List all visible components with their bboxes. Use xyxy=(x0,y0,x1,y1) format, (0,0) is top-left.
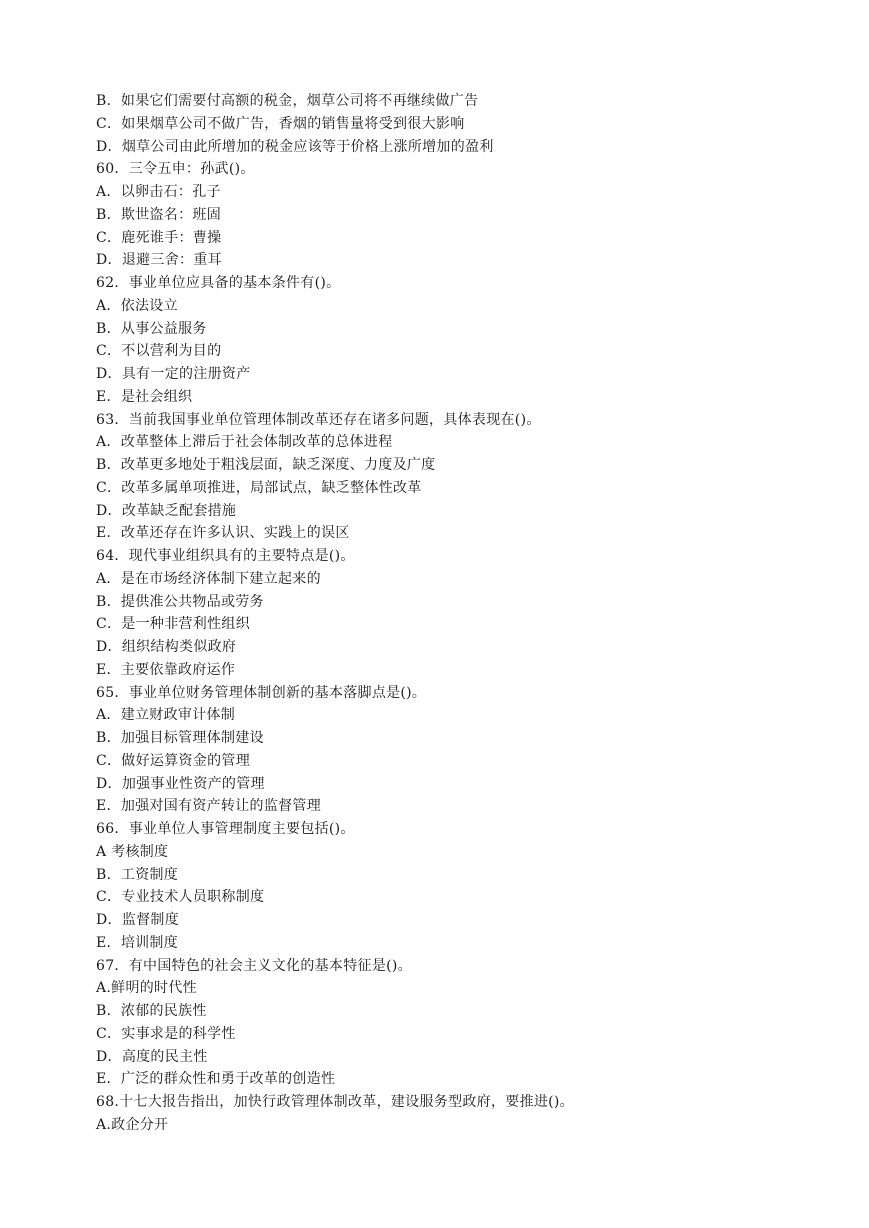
option-b-q64: B．提供准公共物品或劳务 xyxy=(96,593,264,610)
option-c-q67: C．实事求是的科学性 xyxy=(96,1025,236,1042)
option-b-q67: B．浓郁的民族性 xyxy=(96,1003,207,1019)
question-63: 63．当前我国事业单位管理体制改革还存在诸多问题，具体表现在()。 xyxy=(96,411,541,428)
option-a-q68: A.政企分开 xyxy=(96,1116,169,1133)
option-e-q63: E．改革还存在许多认识、实践上的误区 xyxy=(96,525,350,542)
option-d-q59: D．烟草公司由此所增加的税金应该等于价格上涨所增加的盈利 xyxy=(96,138,494,155)
option-c-q64: C．是一种非营利性组织 xyxy=(96,616,251,633)
option-c-q66: C．专业技术人员职称制度 xyxy=(96,889,265,906)
question-66: 66．事业单位人事管理制度主要包括()。 xyxy=(96,821,355,837)
option-a-q63: A．改革整体上滞后于社会体制改革的总体进程 xyxy=(96,434,393,451)
document-page xyxy=(96,90,796,1137)
question-60: 60．三令五申：孙武()。 xyxy=(96,161,255,178)
option-e-q66: E．培训制度 xyxy=(96,934,179,951)
question-65: 65．事业单位财务管理体制创新的基本落脚点是()。 xyxy=(96,684,427,701)
option-c-q63: C．改革多属单项推进，局部试点，缺乏整体性改革 xyxy=(96,479,422,496)
option-b-q63: B．改革更多地处于粗浅层面，缺乏深度、力度及广度 xyxy=(96,457,436,473)
option-a-q65: A．建立财政审计体制 xyxy=(96,707,236,724)
option-c-q60: C．鹿死谁手：曹操 xyxy=(96,229,222,246)
option-e-q65: E．加强对国有资产转让的监督管理 xyxy=(96,798,322,815)
option-b-q59: B．如果它们需要付高额的税金，烟草公司将不再继续做广告 xyxy=(96,93,479,109)
option-e-q67: E．广泛的群众性和勇于改革的创造性 xyxy=(96,1071,336,1088)
option-b-q62: B．从事公益服务 xyxy=(96,320,207,337)
option-b-q60: B．欺世盗名：班固 xyxy=(96,206,221,223)
option-a-q64: A．是在市场经济体制下建立起来的 xyxy=(96,570,321,587)
option-b-q65: B．加强目标管理体制建设 xyxy=(96,730,264,746)
option-a-q62: A．依法设立 xyxy=(96,297,178,314)
option-c-q59: C．如果烟草公司不做广告，香烟的销售量将受到很大影响 xyxy=(96,115,465,132)
option-d-q66: D．监督制度 xyxy=(96,912,180,928)
question-64: 64．现代事业组织具有的主要特点是()。 xyxy=(96,548,355,564)
option-d-q65: D．加强事业性资产的管理 xyxy=(96,775,265,792)
question-67: 67．有中国特色的社会主义文化的基本特征是()。 xyxy=(96,957,412,974)
question-68: 68.十七大报告指出，加快行政管理体制改革，建设服务型政府，要推进()。 xyxy=(96,1094,574,1110)
option-d-q64: D．组织结构类似政府 xyxy=(96,639,237,655)
option-e-q62: E．是社会组织 xyxy=(96,388,193,405)
option-a-q60: A．以卵击石：孔子 xyxy=(96,184,221,200)
option-e-q64: E．主要依靠政府运作 xyxy=(96,661,236,678)
option-a-q67: A.鲜明的时代性 xyxy=(96,980,197,997)
option-d-q67: D．高度的民主性 xyxy=(96,1048,208,1065)
option-c-q65: C．做好运算资金的管理 xyxy=(96,752,251,769)
option-c-q62: C．不以营利为目的 xyxy=(96,343,222,360)
option-d-q62: D．具有一定的注册资产 xyxy=(96,366,251,382)
option-a-q66: A 考核制度 xyxy=(96,843,169,860)
option-d-q60: D．退避三舍：重耳 xyxy=(96,252,222,269)
option-d-q63: D．改革缺乏配套措施 xyxy=(96,502,237,519)
question-62: 62．事业单位应具备的基本条件有()。 xyxy=(96,275,341,291)
option-b-q66: B．工资制度 xyxy=(96,866,179,883)
